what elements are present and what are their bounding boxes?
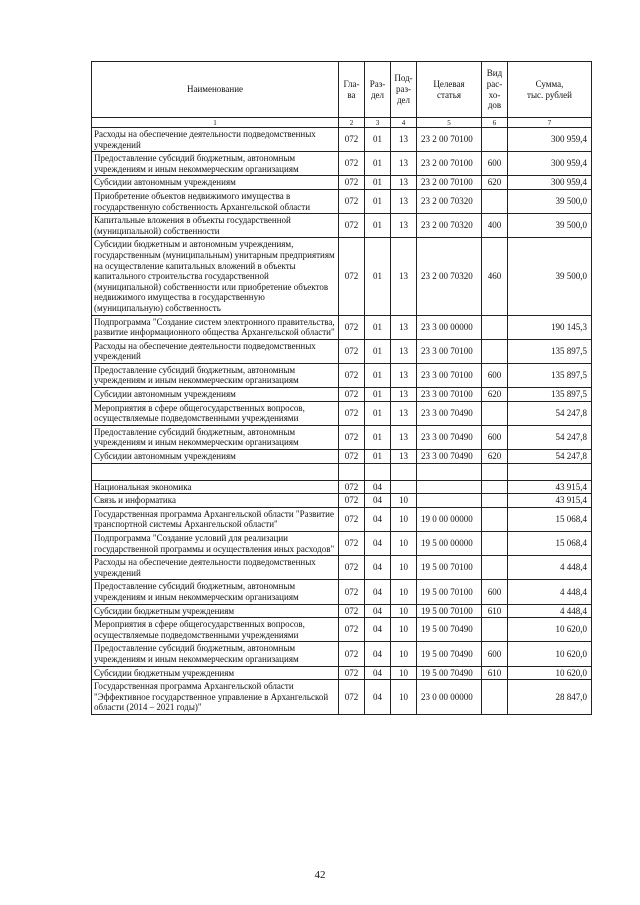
row-glava: 072 <box>339 189 365 213</box>
row-expense-type <box>482 189 508 213</box>
row-razdel: 01 <box>365 425 391 449</box>
row-podrazdel <box>391 463 417 480</box>
row-name: Предоставление субсидий бюджетным, автономным учреждениям и иным некоммерческим организациям <box>92 363 339 387</box>
table-row <box>92 507 592 531</box>
row-razdel: 04 <box>365 507 391 531</box>
row-expense-type <box>482 680 508 715</box>
row-expense-type: 620 <box>482 176 508 190</box>
row-podrazdel: 10 <box>391 666 417 680</box>
row-target-article <box>417 494 482 508</box>
row-podrazdel: 13 <box>391 339 417 363</box>
row-target-article: 19 5 00 70100 <box>417 604 482 618</box>
row-target-article: 23 2 00 70320 <box>417 238 482 315</box>
row-amount: 43 915,4 <box>508 494 592 508</box>
row-glava: 072 <box>339 425 365 449</box>
row-target-article: 19 5 00 70490 <box>417 642 482 666</box>
row-podrazdel: 13 <box>391 388 417 402</box>
row-razdel: 04 <box>365 604 391 618</box>
row-name: Мероприятия в сфере общегосударственных вопросов, осуществляемые подведомственными учреждениями <box>92 618 339 642</box>
row-razdel: 04 <box>365 666 391 680</box>
header-podrazdel: Под- раз- дел <box>391 62 417 118</box>
row-name: Государственная программа Архангельской области "Эффективное государственное управление в Архангельской области (2014 – 2021 годы)" <box>92 680 339 715</box>
row-expense-type <box>482 401 508 425</box>
row-glava: 072 <box>339 666 365 680</box>
row-razdel: 01 <box>365 401 391 425</box>
row-razdel: 01 <box>365 363 391 387</box>
row-razdel: 04 <box>365 494 391 508</box>
row-glava: 072 <box>339 339 365 363</box>
row-expense-type: 610 <box>482 666 508 680</box>
row-amount: 54 247,8 <box>508 401 592 425</box>
row-amount: 4 448,4 <box>508 604 592 618</box>
row-name: Подпрограмма "Создание систем электронного правительства, развитие информационного общества Архангельской области" <box>92 315 339 339</box>
col-number: 7 <box>508 118 592 128</box>
row-glava: 072 <box>339 238 365 315</box>
table-row <box>92 238 592 315</box>
table-row <box>92 642 592 666</box>
row-podrazdel <box>391 480 417 494</box>
row-razdel: 04 <box>365 532 391 556</box>
header-celevaya: Целевая статья <box>417 62 482 118</box>
row-glava: 072 <box>339 363 365 387</box>
header-glava: Гла- ва <box>339 62 365 118</box>
col-number: 3 <box>365 118 391 128</box>
row-razdel: 01 <box>365 315 391 339</box>
row-expense-type <box>482 494 508 508</box>
row-target-article <box>417 480 482 494</box>
row-name: Расходы на обеспечение деятельности подведомственных учреждений <box>92 339 339 363</box>
row-expense-type: 620 <box>482 450 508 464</box>
row-podrazdel: 10 <box>391 556 417 580</box>
row-target-article: 19 5 00 70100 <box>417 580 482 604</box>
row-name: Подпрограмма "Создание условий для реализации государственной программы и осуществления иных расходов" <box>92 532 339 556</box>
row-razdel <box>365 463 391 480</box>
row-glava: 072 <box>339 388 365 402</box>
row-podrazdel: 10 <box>391 532 417 556</box>
row-podrazdel: 13 <box>391 401 417 425</box>
row-target-article: 23 2 00 70320 <box>417 189 482 213</box>
row-amount: 39 500,0 <box>508 238 592 315</box>
row-razdel: 01 <box>365 128 391 152</box>
table-row <box>92 315 592 339</box>
row-amount: 4 448,4 <box>508 580 592 604</box>
row-target-article: 23 0 00 00000 <box>417 680 482 715</box>
row-glava: 072 <box>339 507 365 531</box>
row-expense-type: 600 <box>482 363 508 387</box>
row-glava: 072 <box>339 494 365 508</box>
row-podrazdel: 13 <box>391 238 417 315</box>
row-amount: 15 068,4 <box>508 507 592 531</box>
row-expense-type: 600 <box>482 152 508 176</box>
row-target-article: 23 3 00 70490 <box>417 425 482 449</box>
row-amount: 300 959,4 <box>508 176 592 190</box>
row-target-article: 19 5 00 70490 <box>417 618 482 642</box>
table-row <box>92 463 592 480</box>
col-number: 5 <box>417 118 482 128</box>
row-amount: 300 959,4 <box>508 128 592 152</box>
table-row <box>92 425 592 449</box>
row-amount: 135 897,5 <box>508 339 592 363</box>
table-row <box>92 618 592 642</box>
row-podrazdel: 13 <box>391 214 417 238</box>
row-target-article: 23 3 00 70100 <box>417 339 482 363</box>
row-razdel: 01 <box>365 152 391 176</box>
row-podrazdel: 10 <box>391 604 417 618</box>
row-name: Приобретение объектов недвижимого имущества в государственную собственность Архангельской области <box>92 189 339 213</box>
row-glava: 072 <box>339 315 365 339</box>
row-amount: 10 620,0 <box>508 618 592 642</box>
row-amount: 28 847,0 <box>508 680 592 715</box>
row-expense-type: 600 <box>482 642 508 666</box>
row-podrazdel: 13 <box>391 315 417 339</box>
row-target-article: 19 5 00 70100 <box>417 556 482 580</box>
table-row <box>92 214 592 238</box>
row-amount: 39 500,0 <box>508 214 592 238</box>
row-razdel: 04 <box>365 480 391 494</box>
row-name: Предоставление субсидий бюджетным, автономным учреждениям и иным некоммерческим организациям <box>92 580 339 604</box>
row-amount: 135 897,5 <box>508 388 592 402</box>
row-glava: 072 <box>339 580 365 604</box>
row-target-article: 23 3 00 00000 <box>417 315 482 339</box>
row-glava: 072 <box>339 618 365 642</box>
row-target-article <box>417 463 482 480</box>
row-podrazdel: 13 <box>391 425 417 449</box>
row-podrazdel: 13 <box>391 128 417 152</box>
table-row <box>92 189 592 213</box>
row-name: Мероприятия в сфере общегосударственных вопросов, осуществляемые подведомственными учреждениями <box>92 401 339 425</box>
row-razdel: 01 <box>365 388 391 402</box>
header-razdel: Раз- дел <box>365 62 391 118</box>
row-target-article: 23 2 00 70100 <box>417 128 482 152</box>
col-number: 1 <box>92 118 339 128</box>
row-razdel: 04 <box>365 642 391 666</box>
row-glava: 072 <box>339 450 365 464</box>
row-glava: 072 <box>339 128 365 152</box>
row-razdel: 01 <box>365 450 391 464</box>
row-target-article: 23 2 00 70100 <box>417 152 482 176</box>
row-podrazdel: 13 <box>391 363 417 387</box>
row-expense-type <box>482 128 508 152</box>
row-glava: 072 <box>339 556 365 580</box>
row-glava: 072 <box>339 532 365 556</box>
row-glava: 072 <box>339 680 365 715</box>
column-number-row <box>92 118 592 128</box>
row-razdel: 04 <box>365 680 391 715</box>
table-row <box>92 339 592 363</box>
row-target-article: 23 2 00 70320 <box>417 214 482 238</box>
row-podrazdel: 10 <box>391 580 417 604</box>
header-row <box>92 62 592 118</box>
row-target-article: 23 3 00 70490 <box>417 401 482 425</box>
table-row <box>92 128 592 152</box>
header-vid: Вид рас- хо- дов <box>482 62 508 118</box>
row-podrazdel: 10 <box>391 642 417 666</box>
row-amount: 300 959,4 <box>508 152 592 176</box>
header-summa: Сумма, тыс. рублей <box>508 62 592 118</box>
row-name: Субсидии автономным учреждениям <box>92 388 339 402</box>
row-name: Государственная программа Архангельской области "Развитие транспортной системы Архангельской области" <box>92 507 339 531</box>
header-name: Наименование <box>92 62 339 118</box>
row-expense-type <box>482 556 508 580</box>
table-row <box>92 604 592 618</box>
row-expense-type: 620 <box>482 388 508 402</box>
row-name: Предоставление субсидий бюджетным, автономным учреждениям и иным некоммерческим организациям <box>92 152 339 176</box>
row-amount: 54 247,8 <box>508 425 592 449</box>
table-row <box>92 450 592 464</box>
row-expense-type: 610 <box>482 604 508 618</box>
row-amount: 4 448,4 <box>508 556 592 580</box>
row-target-article: 19 5 00 00000 <box>417 532 482 556</box>
row-amount: 190 145,3 <box>508 315 592 339</box>
row-podrazdel: 13 <box>391 176 417 190</box>
row-glava: 072 <box>339 214 365 238</box>
row-expense-type <box>482 618 508 642</box>
row-podrazdel: 13 <box>391 450 417 464</box>
row-amount: 135 897,5 <box>508 363 592 387</box>
row-name: Предоставление субсидий бюджетным, автономным учреждениям и иным некоммерческим организациям <box>92 425 339 449</box>
row-target-article: 23 3 00 70100 <box>417 388 482 402</box>
row-podrazdel: 10 <box>391 494 417 508</box>
row-target-article: 19 5 00 70490 <box>417 666 482 680</box>
row-glava: 072 <box>339 401 365 425</box>
row-expense-type <box>482 339 508 363</box>
table-row <box>92 494 592 508</box>
table-row <box>92 532 592 556</box>
row-glava: 072 <box>339 480 365 494</box>
col-number: 2 <box>339 118 365 128</box>
row-amount: 10 620,0 <box>508 642 592 666</box>
row-expense-type: 600 <box>482 580 508 604</box>
row-glava: 072 <box>339 642 365 666</box>
row-target-article: 23 3 00 70490 <box>417 450 482 464</box>
row-glava <box>339 463 365 480</box>
row-name: Предоставление субсидий бюджетным, автономным учреждениям и иным некоммерческим организациям <box>92 642 339 666</box>
row-expense-type <box>482 532 508 556</box>
row-razdel: 04 <box>365 556 391 580</box>
row-amount: 39 500,0 <box>508 189 592 213</box>
row-expense-type <box>482 315 508 339</box>
table-row <box>92 680 592 715</box>
table-row <box>92 580 592 604</box>
row-name <box>92 463 339 480</box>
row-podrazdel: 10 <box>391 618 417 642</box>
row-expense-type: 460 <box>482 238 508 315</box>
row-expense-type <box>482 480 508 494</box>
row-razdel: 01 <box>365 214 391 238</box>
row-razdel: 01 <box>365 339 391 363</box>
row-name: Национальная экономика <box>92 480 339 494</box>
row-razdel: 01 <box>365 238 391 315</box>
row-target-article: 23 2 00 70100 <box>417 176 482 190</box>
row-name: Субсидии автономным учреждениям <box>92 450 339 464</box>
page-number: 42 <box>314 869 326 881</box>
row-amount: 10 620,0 <box>508 666 592 680</box>
row-amount <box>508 463 592 480</box>
col-number: 4 <box>391 118 417 128</box>
table-row <box>92 363 592 387</box>
table-row <box>92 388 592 402</box>
row-expense-type: 400 <box>482 214 508 238</box>
table-row <box>92 401 592 425</box>
row-razdel: 01 <box>365 176 391 190</box>
row-glava: 072 <box>339 152 365 176</box>
table-row <box>92 480 592 494</box>
row-name: Расходы на обеспечение деятельности подведомственных учреждений <box>92 556 339 580</box>
row-expense-type <box>482 463 508 480</box>
row-glava: 072 <box>339 176 365 190</box>
row-razdel: 04 <box>365 580 391 604</box>
table-row <box>92 666 592 680</box>
row-amount: 15 068,4 <box>508 532 592 556</box>
row-target-article: 23 3 00 70100 <box>417 363 482 387</box>
table-body <box>92 128 592 715</box>
row-podrazdel: 10 <box>391 507 417 531</box>
row-name: Субсидии автономным учреждениям <box>92 176 339 190</box>
row-name: Субсидии бюджетным и автономным учреждениям, государственным (муниципальным) унитарным предприятиям на осуществление капитальных вложений в объекты капитального строительства государственной (муниципальной) собственности или приобретение объектов недвижимого имущества в государственную (муниципальную) собственность <box>92 238 339 315</box>
budget-table <box>91 61 592 715</box>
row-razdel: 01 <box>365 189 391 213</box>
col-number: 6 <box>482 118 508 128</box>
row-glava: 072 <box>339 604 365 618</box>
row-expense-type: 600 <box>482 425 508 449</box>
row-name: Капитальные вложения в объекты государственной (муниципальной) собственности <box>92 214 339 238</box>
table-row <box>92 152 592 176</box>
row-name: Связь и информатика <box>92 494 339 508</box>
row-expense-type <box>482 507 508 531</box>
table-row <box>92 176 592 190</box>
row-name: Расходы на обеспечение деятельности подведомственных учреждений <box>92 128 339 152</box>
row-amount: 43 915,4 <box>508 480 592 494</box>
row-podrazdel: 13 <box>391 189 417 213</box>
row-razdel: 04 <box>365 618 391 642</box>
row-podrazdel: 10 <box>391 680 417 715</box>
row-name: Субсидии бюджетным учреждениям <box>92 604 339 618</box>
row-name: Субсидии бюджетным учреждениям <box>92 666 339 680</box>
row-podrazdel: 13 <box>391 152 417 176</box>
table-row <box>92 556 592 580</box>
row-target-article: 19 0 00 00000 <box>417 507 482 531</box>
row-amount: 54 247,8 <box>508 450 592 464</box>
